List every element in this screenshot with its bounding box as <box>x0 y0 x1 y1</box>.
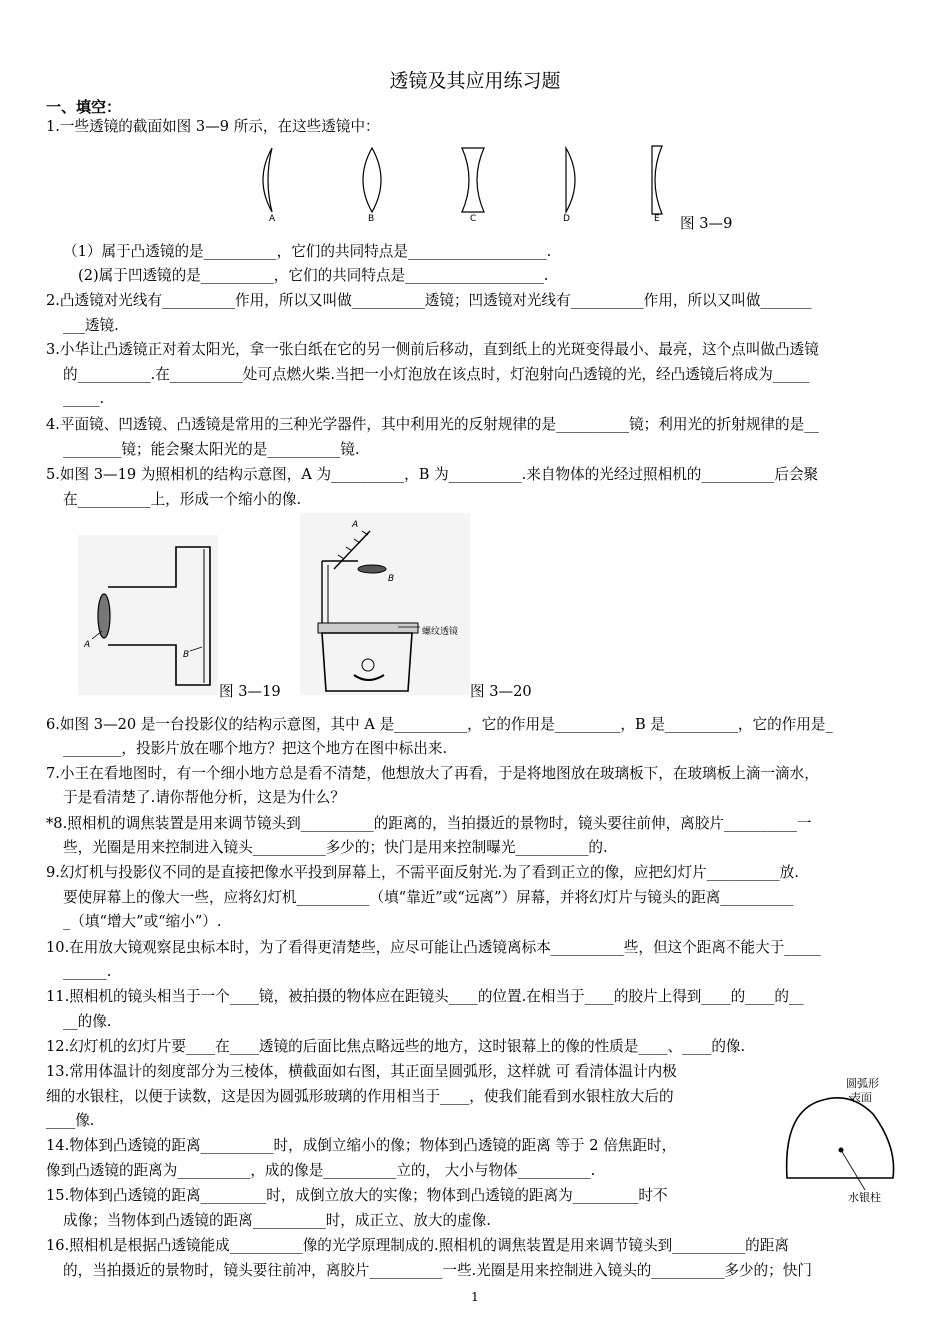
question-line: 1.一些透镜的截面如图 3—9 所示，在这些透镜中： <box>46 118 380 135</box>
figure-caption: 图 3—19 <box>219 683 281 700</box>
thermometer-label-surface-2: 表面 <box>850 1091 872 1104</box>
question-line: （1）属于凸透镜的是__________，它们的共同特点是___________________. <box>63 243 552 260</box>
fig20-label-lens: 螺纹透镜 <box>422 627 459 637</box>
question-line: 要使屏幕上的像大一些，应将幻灯机__________（填“靠近”或“远离”）屏幕，并将幻灯片与镜头的距离__________ <box>63 889 794 906</box>
question-line: 7.小王在看地图时，有一个细小地方总是看不清楚，他想放大了再看，于是将地图放在玻璃板下，在玻璃板上滴一滴水， <box>46 765 819 782</box>
fresnel-lens-shape <box>318 623 418 633</box>
page-number: 1 <box>471 1290 479 1304</box>
question-line: 9.幻灯机与投影仪不同的是直接把像水平投到屏幕上，不需平面反射光.为了看到正立的像，应把幻灯片__________放. <box>46 864 799 881</box>
projection-lens-shape <box>358 565 386 573</box>
question-line: 16.照相机是根据凸透镜能成__________像的光学原理制成的.照相机的调焦装置是用来调节镜头到__________的距离 <box>46 1237 789 1254</box>
lens-label: D <box>563 214 570 224</box>
question-line: ______. <box>63 963 112 980</box>
figure-caption: 图 3—9 <box>680 215 733 232</box>
question-line: 12.幻灯机的幻灯片要____在____透镜的后面比焦点略远些的地方，这时银幕上的像的性质是____、____的像. <box>46 1038 746 1055</box>
lens-c-shape <box>462 148 484 212</box>
question-line: 像到凸透镜的距离为__________，成的像是__________立的， 大小与物体__________. <box>46 1162 596 1179</box>
question-line: ___透镜. <box>63 317 119 334</box>
question-line: 11.照相机的镜头相当于一个____镜，被拍摄的物体应在距镜头____的位置.在相当于____的胶片上得到____的____的__ <box>46 988 804 1005</box>
question-line: 2.凸透镜对光线有__________作用，所以又叫做__________透镜；凹透镜对光线有__________作用，所以又叫做_______ <box>46 292 812 309</box>
question-line: 5.如图 3—19 为照相机的结构示意图，A 为__________，B 为__________.来自物体的光经过照相机的__________后会聚 <box>46 466 819 483</box>
question-line: __的像. <box>63 1013 112 1030</box>
question-line: 13.常用体温计的刻度部分为三棱体，横截面如右图，其正面呈圆弧形，这样就 可 看清体温计内极 <box>46 1063 677 1080</box>
lens-label: A <box>269 214 276 224</box>
lens-d-shape <box>566 148 575 212</box>
question-line: (2)属于凹透镜的是__________，它们的共同特点是___________________. <box>78 267 549 284</box>
fig20-label-b: B <box>388 574 395 584</box>
question-line: ________，投影片放在哪个地方？把这个地方在图中标出来. <box>63 740 448 757</box>
question-line: 15.物体到凸透镜的距离_________时，成倒立放大的实像；物体到凸透镜的距离为_________时不 <box>46 1187 668 1204</box>
lens-b-shape <box>363 148 381 212</box>
projector-diagram <box>300 513 470 695</box>
question-line: 14.物体到凸透镜的距离__________时，成倒立缩小的像；物体到凸透镜的距离 等于 2 倍焦距时， <box>46 1137 677 1154</box>
thermometer-label-mercury: 水银柱 <box>848 1191 881 1204</box>
figure-caption: 图 3—20 <box>470 683 532 700</box>
question-line: *8.照相机的调焦装置是用来调节镜头到__________的距离的，当拍摄近的景物时，镜头要往前伸，离胶片__________一 <box>46 815 812 832</box>
camera-lens-shape <box>98 594 110 638</box>
question-line: _（填“增大”或“缩小”）. <box>63 913 222 930</box>
lens-a-shape <box>263 148 272 212</box>
question-line: 的，当拍摄近的景物时，镜头要往前冲，离胶片__________一些.光圈是用来控制进入镜头的__________多少的；快门 <box>63 1262 812 1279</box>
question-line: 10.在用放大镜观察昆虫标本时，为了看得更清楚些，应尽可能让凸透镜离标本__________些，但这个距离不能大于_____ <box>46 939 821 956</box>
camera-diagram <box>78 535 218 695</box>
question-line: 3.小华让凸透镜正对着太阳光，拿一张白纸在它的另一侧前后移动，直到纸上的光斑变得最小、最亮，这个点叫做凸透镜 <box>46 341 819 358</box>
question-line: 成像；当物体到凸透镜的距离__________时，成正立、放大的虚像. <box>63 1212 491 1229</box>
lens-e-shape <box>652 146 662 214</box>
section-heading: 一、填空： <box>46 98 122 116</box>
question-line: ________镜；能会聚太阳光的是__________镜. <box>63 441 360 458</box>
fig19-label-a: A <box>84 640 91 650</box>
question-line: 于是看清楚了.请你帮他分析，这是为什么？ <box>63 789 345 806</box>
question-line: 的__________.在__________处可点燃火柴.当把一小灯泡放在该点时，灯泡射向凸透镜的光，经凸透镜后将成为_____ <box>63 366 810 383</box>
fig20-label-a: A <box>352 520 359 530</box>
lens-label: E <box>654 214 660 224</box>
lens-label: B <box>368 214 375 224</box>
question-line: 4.平面镜、凹透镜、凸透镜是常用的三种光学器件，其中利用光的反射规律的是__________镜；利用光的折射规律的是__ <box>46 416 819 433</box>
question-line: 细的水银柱，以便于读数，这是因为圆弧形玻璃的作用相当于____，使我们能看到水银柱放大后的 <box>46 1088 674 1105</box>
fig19-label-b: B <box>183 650 190 660</box>
question-line: ____像. <box>46 1112 95 1129</box>
thermometer-cross-section-figure <box>775 1070 915 1210</box>
question-line: _____. <box>63 390 105 407</box>
thermometer-label-surface-1: 圆弧形 <box>846 1077 879 1090</box>
question-line: 6.如图 3—20 是一台投影仪的结构示意图，其中 A 是__________，它的作用是_________，B 是__________，它的作用是_ <box>46 716 833 733</box>
question-line: 在__________上，形成一个缩小的像. <box>63 491 302 508</box>
lens-label: C <box>470 214 477 224</box>
page-title: 透镜及其应用练习题 <box>389 70 561 92</box>
question-line: 些，光圈是用来控制进入镜头__________多少的；快门是用来控制曝光__________的. <box>63 839 608 856</box>
